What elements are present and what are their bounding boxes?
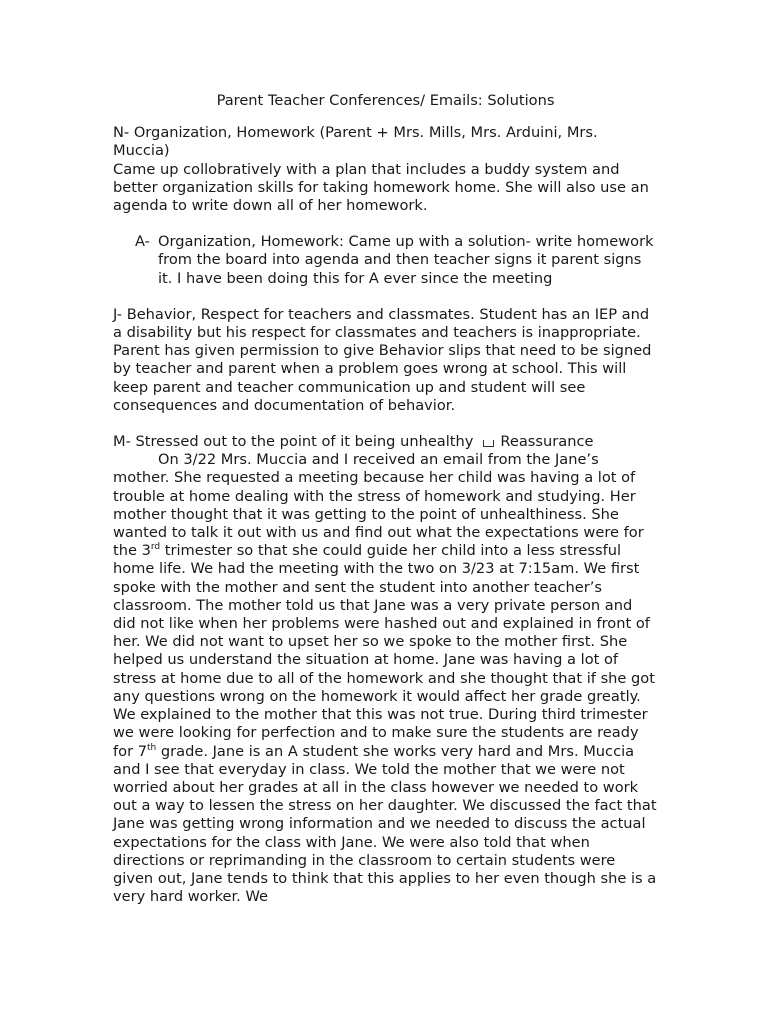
j-section-body: J- Behavior, Respect for teachers and classmates. Student has an IEP and a disability but his respect for classmates and teachers is inappropriate. Parent has given permission to give Behavior slips that need to be signed by teacher and parent when a problem goes wrong at school. This will keep parent and teacher communication up and student will see consequences and documentation of behavior. <box>113 305 652 414</box>
a-section <box>113 233 658 288</box>
m-section-body-part1: On 3/22 Mrs. Muccia and I received an email from the Jane’s mother. She requested a meeting because her child was having a lot of trouble at home dealing with the stress of homework and studying. Her mother thought that it was getting to the point of unhealthiness. She wanted to talk it out with us and find out what the expectations were for the 3 <box>113 451 644 560</box>
m-section-heading <box>113 433 658 451</box>
superscript-rd: rd <box>150 542 161 553</box>
n-section-heading: N- Organization, Homework (Parent + Mrs. Mills, Mrs. Arduini, Mrs. Muccia) <box>113 124 598 160</box>
spacer <box>113 215 658 233</box>
m-section-body-part3: grade. Jane is an A student she works very hard and Mrs. Muccia and I see that everyday in class. We told the mother that we were not worried about her grades at all in the class however we needed to work out a way to lessen the stress on her daughter. We discussed the fact that Jane was getting wrong information and we needed to discuss the actual expectations for the class with Jane. We were also told that when directions or reprimanding in the classroom to certain students were given out, Jane tends to think that this applies to her even though she is a very hard worker. We <box>113 742 657 906</box>
a-section-marker: A- <box>135 233 150 251</box>
m-section-heading-right: Reassurance <box>500 433 594 451</box>
a-section-body: Organization, Homework: Came up with a solution- write homework from the board into agenda and then teacher signs it parent signs it. I have been doing this for A ever since the meeting <box>158 233 654 287</box>
document-page <box>113 92 658 906</box>
m-section-indent <box>113 451 158 468</box>
superscript-th: th <box>147 742 157 753</box>
m-section-body <box>113 451 658 906</box>
document-title: Parent Teacher Conferences/ Emails: Solutions <box>216 92 555 109</box>
spacer <box>113 288 658 306</box>
m-section-body-part2: trimester so that she could guide her child into a less stressful home life. We had the meeting with the two on 3/23 at 7:15am. We first spoke with the mother and sent the student into another teacher’s classroom. The mother told us that Jane was a very private person and did not like when her problems were hashed out and explained in front of her. We did not want to upset her so we spoke to the mother first. She helped us understand the situation at home. Jane was having a lot of stress at home due to all of the homework and she thought that if she got any questions wrong on the homework it would affect her grade greatly. We explained to the mother that this was not true. During third trimester we were looking for perfection and to make sure the students are ready for 7 <box>113 542 655 760</box>
arrow-icon <box>483 440 494 447</box>
m-section-heading-left: M- Stressed out to the point of it being unhealthy <box>113 433 474 451</box>
spacer <box>113 415 658 433</box>
n-section-body: Came up collobratively with a plan that includes a buddy system and better organization skills for taking homework home. She will also use an agenda to write down all of her homework. <box>113 160 649 215</box>
